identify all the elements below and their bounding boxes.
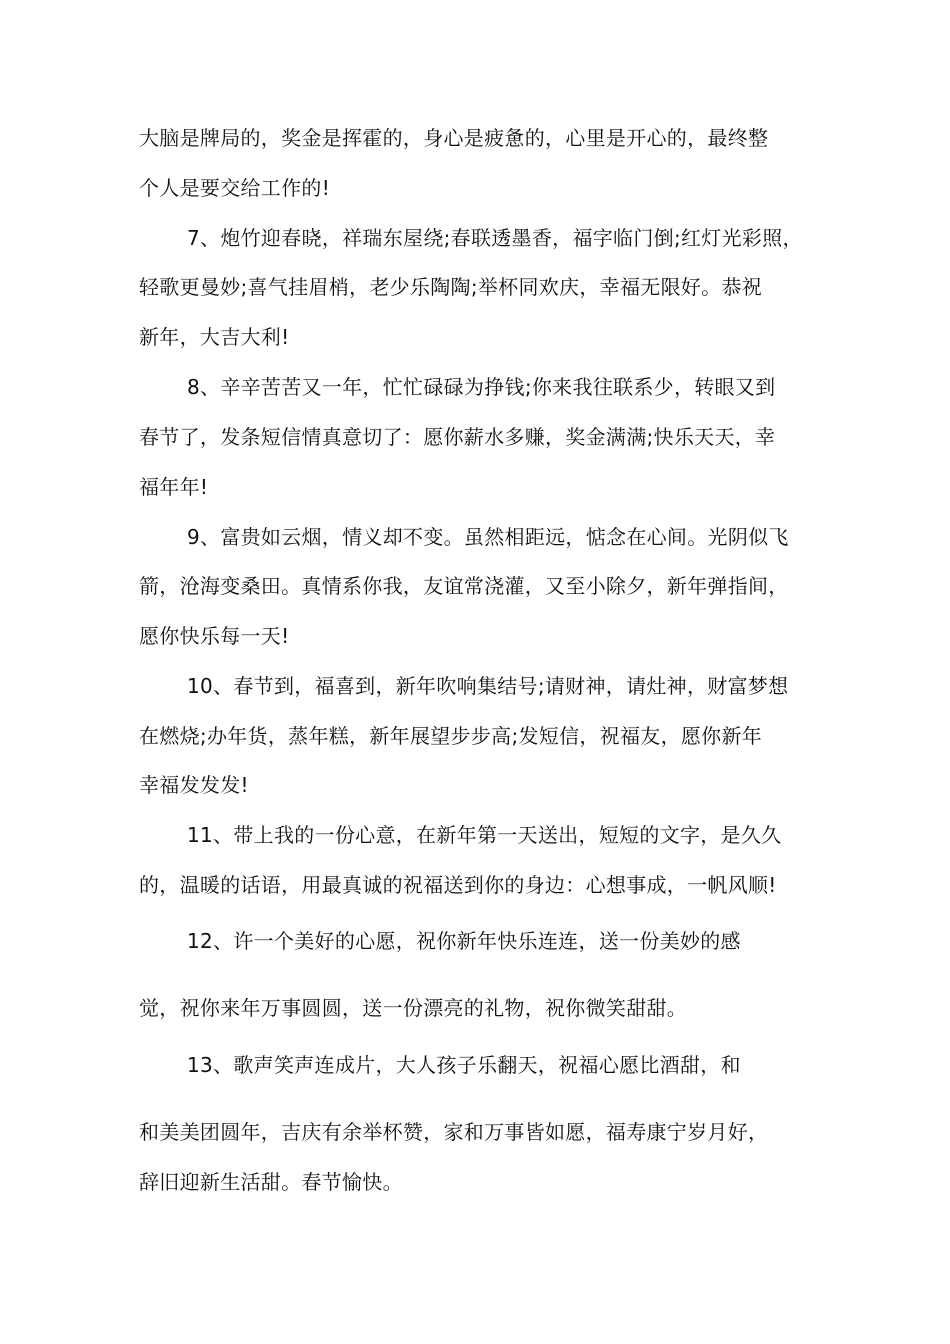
paragraph-12-start: 12、许一个美好的心愿，祝你新年快乐连连，送一份美妙的感 <box>187 929 741 953</box>
text-line: 新年，大吉大利! <box>139 325 290 349</box>
text-line: 大脑是牌局的，奖金是挥霍的，身心是疲惫的，心里是开心的，最终整 <box>139 126 769 150</box>
text-line: 辞旧迎新生活甜。春节愉快。 <box>139 1170 403 1194</box>
paragraph-7-start: 7、炮竹迎春晓，祥瑞东屋绕;春联透墨香，福字临门倒;红灯光彩照， <box>187 226 803 250</box>
text-line: 觉，祝你来年万事圆圆，送一份漂亮的礼物，祝你微笑甜甜。 <box>139 996 688 1020</box>
paragraph-11-start: 11、带上我的一份心意，在新年第一天送出，短短的文字，是久久 <box>187 823 782 847</box>
paragraph-10-start: 10、春节到，福喜到，新年吹响集结号;请财神，请灶神，财富梦想 <box>187 674 789 698</box>
paragraph-9-start: 9、富贵如云烟，情义却不变。虽然相距远，惦念在心间。光阴似飞 <box>187 525 789 549</box>
text-line: 轻歌更曼妙;喜气挂眉梢，老少乐陶陶;举杯同欢庆，幸福无限好。恭祝 <box>139 275 763 299</box>
paragraph-13-start: 13、歌声笑声连成片，大人孩子乐翻天，祝福心愿比酒甜，和 <box>187 1053 741 1077</box>
text-line: 箭，沧海变桑田。真情系你我，友谊常浇灌，又至小除夕，新年弹指间， <box>139 574 789 598</box>
text-line: 在燃烧;办年货，蒸年糕，新年展望步步高;发短信，祝福友，愿你新年 <box>139 724 763 748</box>
text-line: 福年年! <box>139 475 209 499</box>
text-line: 和美美团圆年，吉庆有余举杯赞，家和万事皆如愿，福寿康宁岁月好， <box>139 1120 769 1144</box>
text-line: 幸福发发发! <box>139 773 249 797</box>
text-line: 愿你快乐每一天! <box>139 624 290 648</box>
paragraph-8-start: 8、辛辛苦苦又一年，忙忙碌碌为挣钱;你来我往联系少，转眼又到 <box>187 375 776 399</box>
text-line: 春节了，发条短信情真意切了：愿你薪水多赚，奖金满满;快乐天天，幸 <box>139 425 776 449</box>
text-line: 个人是要交给工作的! <box>139 176 331 200</box>
text-line: 的，温暖的话语，用最真诚的祝福送到你的身边：心想事成，一帆风顺! <box>139 873 777 897</box>
